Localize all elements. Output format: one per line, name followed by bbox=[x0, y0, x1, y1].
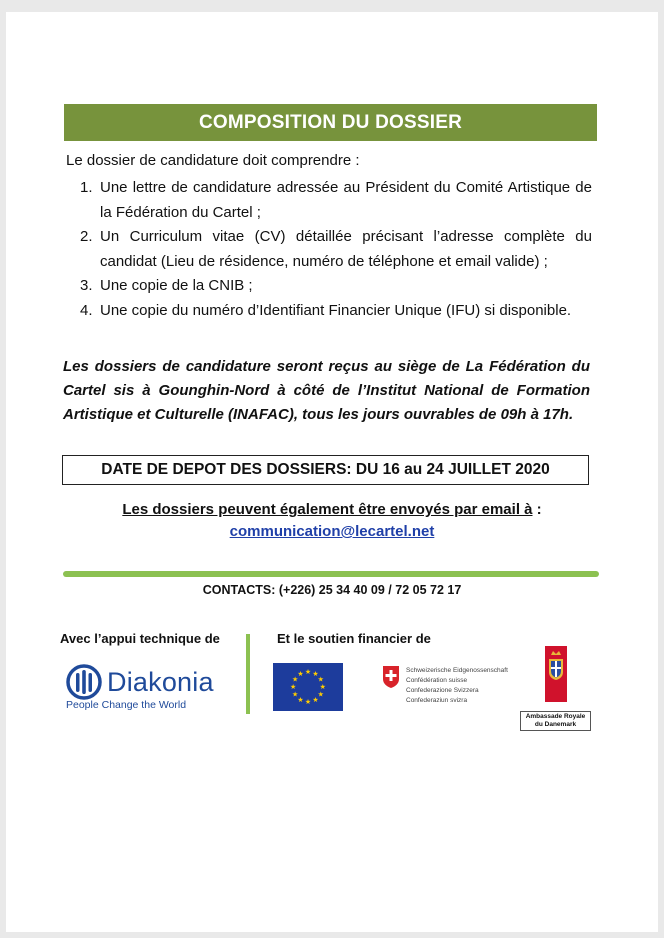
list-number: 4. bbox=[80, 301, 93, 319]
list-text: Une copie de la CNIB ; bbox=[100, 277, 253, 294]
list-item bbox=[80, 299, 592, 324]
eu-flag-icon bbox=[273, 663, 343, 711]
list-item bbox=[80, 225, 592, 274]
email-instruction bbox=[6, 501, 658, 518]
diakonia-logo bbox=[66, 664, 214, 711]
denmark-label-line2: du Danemark bbox=[534, 721, 577, 728]
diakonia-name: Diakonia bbox=[107, 666, 214, 697]
swiss-confederation-logo bbox=[383, 666, 508, 706]
list-number: 2. bbox=[80, 228, 93, 245]
section-title: COMPOSITION DU DOSSIER bbox=[198, 111, 463, 133]
green-divider bbox=[63, 571, 599, 577]
svg-text:★: ★ bbox=[317, 690, 324, 699]
svg-text:★: ★ bbox=[292, 690, 299, 699]
deadline-text: DATE DE DEPOT DES DOSSIERS: DU 16 au 24 JUILLET 2020 bbox=[101, 461, 550, 478]
svg-text:★: ★ bbox=[297, 696, 304, 704]
requirements-list bbox=[80, 176, 592, 323]
svg-text:★: ★ bbox=[297, 670, 304, 678]
svg-text:★: ★ bbox=[312, 670, 319, 678]
vertical-divider bbox=[246, 634, 250, 714]
list-number: 3. bbox=[80, 277, 93, 294]
email-instruction-text: Les dossiers peuvent également être envoyés par email à bbox=[122, 501, 533, 518]
diakonia-emblem-icon bbox=[66, 664, 102, 700]
deadline-box bbox=[62, 455, 589, 485]
submission-notice: Les dossiers de candidature seront reçus au siège de La Fédération du Cartel sis à Gounghin-Nord à côté de l’Institut National de Formation Artistique et Culturelle (INAFAC), tous les jours ouvrables de 09h à 17h. bbox=[63, 358, 590, 423]
svg-text:★: ★ bbox=[292, 675, 299, 684]
denmark-label bbox=[520, 711, 591, 731]
svg-text:★: ★ bbox=[319, 683, 326, 691]
danish-crest-icon bbox=[545, 646, 567, 702]
svg-text:★: ★ bbox=[317, 675, 324, 684]
denmark-label-line1: Ambassade Royale bbox=[525, 713, 586, 720]
svg-text:★: ★ bbox=[290, 683, 297, 691]
svg-text:★: ★ bbox=[312, 696, 319, 704]
swiss-name-it: Confederazione Svizzera bbox=[406, 687, 479, 694]
contacts-line: CONTACTS: (+226) 25 34 40 09 / 72 05 72 17 bbox=[202, 583, 462, 597]
financial-support-label: Et le soutien financier de bbox=[277, 631, 431, 646]
list-text: Un Curriculum vitae (CV) détaillée précisant l’adresse complète du candidat (Lieu de résidence, numéro de téléphone et email valide) ; bbox=[100, 228, 592, 270]
list-number: 1. bbox=[80, 179, 93, 196]
document-page bbox=[6, 12, 658, 932]
list-item bbox=[80, 274, 592, 299]
intro-text: Le dossier de candidature doit comprendre : bbox=[66, 152, 360, 169]
list-text: Une lettre de candidature adressée au Président du Comité Artistique de la Fédération du Cartel ; bbox=[100, 179, 592, 221]
section-header bbox=[64, 104, 597, 141]
swiss-name-fr: Confédération suisse bbox=[406, 677, 468, 684]
email-link[interactable]: communication@lecartel.net bbox=[229, 523, 435, 540]
diakonia-tagline: People Change the World bbox=[66, 699, 187, 711]
svg-text:★: ★ bbox=[304, 668, 312, 676]
swiss-name-de: Schweizerische Eidgenossenschaft bbox=[406, 667, 508, 674]
email-instruction-colon: : bbox=[532, 501, 542, 518]
denmark-embassy-logo bbox=[520, 646, 591, 731]
swiss-shield-icon bbox=[383, 666, 399, 688]
technical-support-label: Avec l’appui technique de bbox=[60, 631, 220, 646]
list-item bbox=[80, 176, 592, 225]
svg-text:★: ★ bbox=[304, 698, 312, 706]
list-text: Une copie du numéro d’Identifiant Financier Unique (IFU) si disponible. bbox=[100, 301, 572, 319]
swiss-name-rm: Confederaziun svizra bbox=[406, 697, 468, 704]
